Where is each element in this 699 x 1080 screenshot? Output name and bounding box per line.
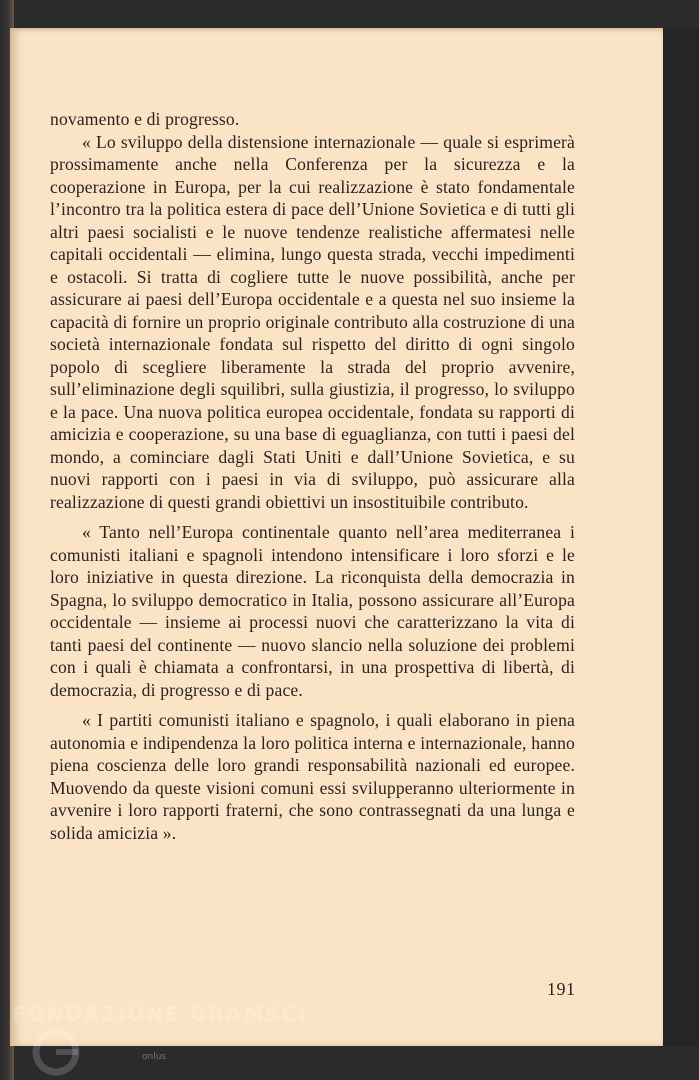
paragraph-continuation: novamento e di progresso. xyxy=(50,109,240,129)
paragraph-distensione: « Lo sviluppo della distensione internazionale — quale si esprimerà prossimamente anche nella Conferenza per la sicurezza e la cooperazione in Europa, per la cui realizzazione è stato fondamentale l’incontro tra la politica estera di pace dell’Unione Sovietica e di tutti gli altri paesi socialisti e le nuove tendenze realistiche affermatesi nelle capitali occidentali — elimina, lungo questa strada, vecchi impedimenti e ostacoli. Si tratta di cogliere tutte le nuove possibilità, anche per assicurare ai paesi dell’Europa occidentale e a questa nel suo insieme la capacità di fornire un proprio originale contributo alla costruzione di una società internazionale fondata sul rispetto del diritto di ogni singolo popolo di scegliere liberamente la strada del proprio avvenire, sull’eliminazione degli squilibri, sulla giustizia, il progresso, lo sviluppo e la pace. Una nuova politica europea occidentale, fondata su rapporti di amicizia e cooperazione, su una base di eguaglianza, con tutti i paesi del mondo, a cominciare dagli Stati Uniti e dall’Unione Sovietica, e su nuovi rapporti con i paesi in via di sviluppo, può assicurare alla realizzazione di questi grandi obiettivi un insostituibile contributo. xyxy=(50,131,575,512)
watermark-logo: onlus xyxy=(12,1000,212,1080)
scan-background-right xyxy=(663,28,699,1046)
page-number: 191 xyxy=(547,979,576,999)
page-text xyxy=(50,108,575,844)
paragraph-partiti-comunisti: « I partiti comunisti italiano e spagnolo, i quali elaborano in piena autonomia e indipendenza la loro politica interna e internazionale, hanno piena coscienza delle loro grandi responsabilità nazionali ed europee. Muovendo da queste visioni comuni essi svilupperanno ulteriormente in avvenire i loro rapporti fraterni, che sono contrassegnati da una lunga e solida amicizia ». xyxy=(50,710,575,843)
paragraph-europa-continentale: « Tanto nell’Europa continentale quanto nell’area mediterranea i comunisti italiani e spagnoli intendono intensificare i loro sforzi e le loro iniziative in questa direzione. La riconquista della democrazia in Spagna, lo sviluppo democratico in Italia, possono assicurare all’Europa occidentale — insieme ai processi nuovi che caratterizzano la vita di tanti paesi del continente — nuovo slancio nella soluzione dei problemi con i quali è chiamata a confrontarsi, in una prospettiva di libertà, di democrazia, di progresso e di pace. xyxy=(50,522,575,700)
